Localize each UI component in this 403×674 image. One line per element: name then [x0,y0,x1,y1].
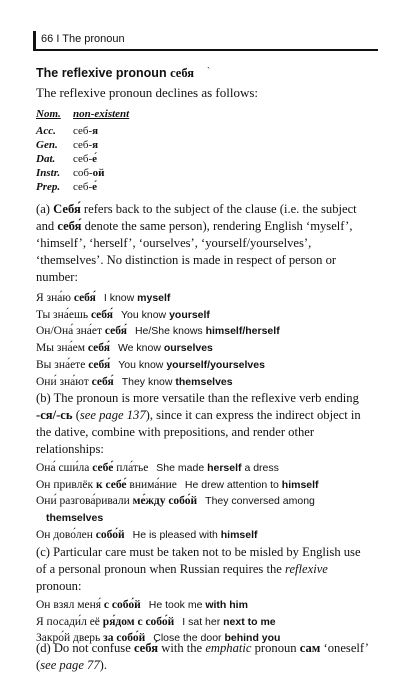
form-header: non-existent [73,108,130,120]
header-separator: I [56,33,60,45]
paragraph-line [36,201,378,218]
paragraph-line: -ся/-сь (see page 137), since it can express the indirect object in [36,408,361,422]
case-form [73,181,97,193]
russian-word: Себя́ [53,202,81,216]
english-translation: He/She knows himself/herself [134,325,280,338]
paragraph-label: (a) [36,202,50,216]
section-title [36,66,194,81]
example-line [36,597,280,614]
page-reference: see page 77 [40,658,100,672]
english-translation: I know myself [103,292,171,304]
case-form [73,153,97,165]
chapter-title: The pronoun [62,33,125,45]
case-name: Dat. [36,153,56,165]
russian-sentence: Он привлёк к себе́ внима́ние [36,478,177,491]
example-line [36,307,280,324]
english-translation: He took me with him [148,599,248,611]
russian-ending: -ся/-сь [36,408,73,422]
case-name: Instr. [36,167,61,179]
examples-b [36,460,319,544]
english-translation: I sat her next to me [182,615,276,628]
emphasis: reflexive [285,562,328,576]
header-bar [33,31,36,49]
russian-word: себя́ [57,219,82,233]
emphasis: emphatic [205,641,252,655]
paragraph-line: of a personal pronoun when Russian requires the reflexive [36,562,328,576]
paragraph-d [36,640,378,672]
paragraph-line: the dative, combine with prepositions, and render other [36,425,315,439]
english-translation: We know ourselves [117,342,213,355]
english-translation: Close the door behind you [153,632,281,645]
example-line [36,460,319,477]
case-form [73,139,98,151]
russian-sentence: Они́ разгова́ривали ме́жду собо́й [36,495,198,508]
form-ending: ой [92,167,105,179]
example-line [36,614,280,631]
examples-a [36,290,280,390]
russian-sentence: Она́ сши́ла себе́ пла́тье [36,462,149,474]
example-line [36,340,280,357]
paragraph-a [36,201,378,286]
english-translation: They conversed among [205,495,315,508]
case-form [73,125,98,137]
example-line [36,357,280,374]
english-translation: She made herself a dress [156,462,279,474]
english-translation: He drew attention to himself [184,478,319,491]
paragraph-line: (c) Particular care must be taken not to be misled by English use [36,545,361,559]
form-ending: я [92,139,99,151]
case-form [73,167,105,179]
example-line [36,323,280,340]
russian-sentence: Ты зна́ешь себя́ [36,308,113,321]
form-stem: себ- [73,125,93,137]
section-title-word: себя [170,66,195,80]
paragraph-line: number: [36,270,78,284]
russian-sentence: Вы зна́ете себя́ [36,358,111,371]
paragraph-line: (b) The pronoun is more versatile than the reflexive verb ending [36,391,359,405]
english-translation: They know themselves [121,375,233,388]
case-header: Nom. [36,108,61,120]
intro-text: The reflexive pronoun declines as follows: [36,85,259,100]
form-stem: себ- [73,153,93,165]
paragraph-line: pronoun: [36,579,82,593]
form-stem: соб- [73,167,93,179]
paragraph-line: relationships: [36,442,104,456]
example-line [36,374,280,391]
page-number: 66 [41,33,54,45]
form-ending: я [92,125,99,137]
form-ending: е́ [92,181,98,193]
russian-sentence: Закро́й дверь за собо́й [36,632,146,645]
paragraph-line: ‘himself’, ‘herself’, ‘ourselves’, ‘yourself/yourselves’, [36,236,312,250]
paragraph-text: and [36,219,58,233]
paragraph-text: denote the same person), rendering English ‘myself’, [81,219,353,233]
example-line [36,510,319,527]
english-translation: You know yourself [120,308,210,321]
running-header [33,27,378,51]
russian-sentence: Я посади́л её ря́дом с собо́й [36,615,175,628]
paragraph-line: ‘themselves’. No distinction is made in respect of person or [36,253,337,267]
russian-word: сам [299,641,321,655]
russian-sentence: Я зна́ю себя́ [36,292,96,304]
russian-sentence: Мы зна́ем себя́ [36,342,110,355]
russian-word: себя́ [133,641,159,655]
example-line [36,493,319,510]
case-name: Gen. [36,139,58,151]
russian-sentence: Он взял меня́ с собо́й [36,599,141,611]
section-title-text: The reflexive pronoun [36,66,167,80]
example-line [36,290,280,307]
paragraph-line: (see page 77). [36,658,107,672]
english-translation: He is pleased with himself [132,528,258,541]
form-stem: себ- [73,181,93,193]
header-text [41,33,125,45]
paragraph-c [36,544,378,595]
russian-sentence: Они́ зна́ют себя́ [36,375,114,388]
page-reference: see page 137 [79,408,146,422]
russian-sentence: Он дово́лен собо́й [36,528,125,541]
case-name: Prep. [36,181,61,193]
russian-sentence: Он/Она́ зна́ет себя́ [36,325,127,338]
english-translation: You know yourself/yourselves [118,358,265,371]
paragraph-line: (d) Do not confuse себя́ with the emphatic pronoun сам ‘oneself’ [36,641,369,655]
case-name: Acc. [36,125,56,137]
form-stem: себ- [73,139,93,151]
english-translation: themselves [46,512,104,525]
paragraph-b [36,390,378,458]
example-line [36,527,319,544]
paragraph-text: refers back to the subject of the clause (i.e. the subject [80,202,357,216]
paragraph-line [36,218,378,235]
example-line [36,477,319,494]
form-ending: е́ [92,153,98,165]
stray-mark: ` [207,66,210,76]
